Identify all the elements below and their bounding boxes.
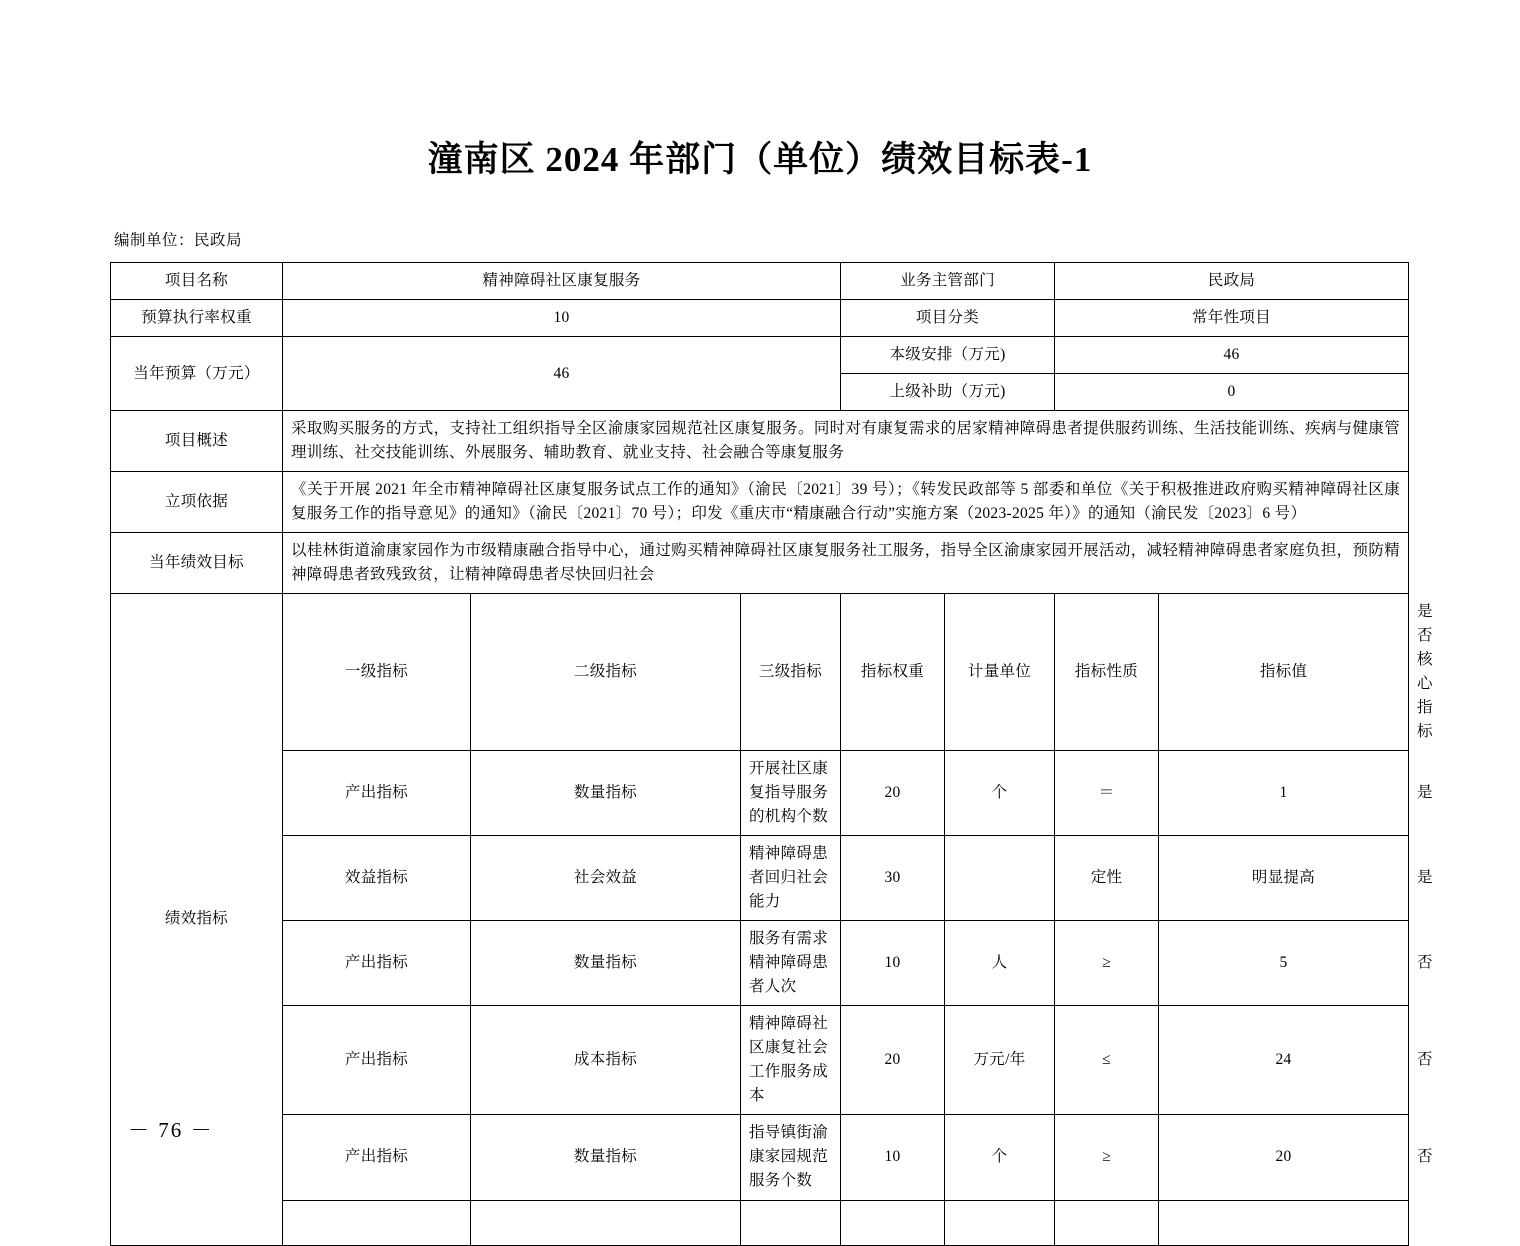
indicator-value: 24 <box>1159 1006 1409 1115</box>
indicator-value: 20 <box>1159 1115 1409 1200</box>
indicator-value: 明显提高 <box>1159 836 1409 921</box>
compiler-unit: 编制单位：民政局 <box>114 232 243 249</box>
table-row <box>111 1200 1409 1245</box>
overview-value: 采取购买服务的方式，支持社工组织指导全区渝康家园规范社区康复服务。同时对有康复需求的居家精神障碍患者提供服药训练、生活技能训练、疾病与健康管理训练、社交技能训练、外展服务、辅助教育、就业支持、社会融合等康复服务 <box>283 411 1409 472</box>
header-nature: 指标性质 <box>1055 594 1159 751</box>
table-row <box>111 472 1409 533</box>
overview-label: 项目概述 <box>111 411 283 472</box>
indicator-level2: 社会效益 <box>471 836 741 921</box>
performance-goal-table <box>110 262 1433 1246</box>
header-unit: 计量单位 <box>945 594 1055 751</box>
local-arrangement-value: 46 <box>1055 337 1409 374</box>
indicator-nature: 定性 <box>1055 836 1159 921</box>
table-row: 产出指标 数量指标 开展社区康复指导服务的机构个数 20 个 ＝ 1 是 <box>111 751 1409 836</box>
table-row: 产出指标 数量指标 服务有需求精神障碍患者人次 10 人 ≥ 5 否 <box>111 921 1409 1006</box>
project-type-label: 项目分类 <box>841 300 1055 337</box>
table-row <box>111 533 1409 594</box>
project-name-label: 项目名称 <box>111 263 283 300</box>
page-number: － 76 － <box>128 1118 214 1142</box>
indicator-unit: 个 <box>945 751 1055 836</box>
indicator-level2 <box>471 1200 741 1245</box>
indicator-level1: 效益指标 <box>283 836 471 921</box>
indicator-level1: 产出指标 <box>283 1006 471 1115</box>
table-row <box>111 411 1409 472</box>
basis-value: 《关于开展 2021 年全市精神障碍社区康复服务试点工作的通知》（渝民〔2021〕39 号）；《转发民政部等 5 部委和单位《关于积极推进政府购买精神障碍社区康复服务工作的指导意见》的通知》（渝民〔2021〕70 号）；印发《重庆市“精康融合行动”实施方案（2023-2025 年）》的通知（渝民发〔2023〕6 号） <box>283 472 1409 533</box>
annual-goal-value: 以桂林街道渝康家园作为市级精康融合指导中心，通过购买精神障碍社区康复服务社工服务，指导全区渝康家园开展活动，减轻精神障碍患者家庭负担，预防精神障碍患者致残致贫，让精神障碍患者尽快回归社会 <box>283 533 1409 594</box>
header-level3: 三级指标 <box>741 594 841 751</box>
document-page <box>0 132 1520 1206</box>
indicator-level1: 产出指标 <box>283 921 471 1006</box>
indicator-level1: 产出指标 <box>283 1115 471 1200</box>
project-name-value: 精神障碍社区康复服务 <box>283 263 841 300</box>
indicator-level3: 精神障碍患者回归社会能力 <box>741 836 841 921</box>
indicator-unit: 万元/年 <box>945 1006 1055 1115</box>
indicator-weight: 20 <box>841 1006 945 1115</box>
header-level2: 二级指标 <box>471 594 741 751</box>
indicator-weight <box>841 1200 945 1245</box>
indicator-unit: 人 <box>945 921 1055 1006</box>
indicator-level1: 产出指标 <box>283 751 471 836</box>
indicator-nature <box>1055 1200 1159 1245</box>
indicator-nature: ＝ <box>1055 751 1159 836</box>
year-budget-label: 当年预算（万元） <box>111 337 283 411</box>
table-row <box>111 337 1409 374</box>
indicator-unit: 个 <box>945 1115 1055 1200</box>
indicator-level3: 开展社区康复指导服务的机构个数 <box>741 751 841 836</box>
indicator-level2: 数量指标 <box>471 1115 741 1200</box>
indicator-level3 <box>741 1200 841 1245</box>
indicator-unit <box>945 1200 1055 1245</box>
upper-subsidy-label: 上级补助（万元) <box>841 374 1055 411</box>
indicator-level3: 指导镇街渝康家园规范服务个数 <box>741 1115 841 1200</box>
indicator-unit <box>945 836 1055 921</box>
local-arrangement-label: 本级安排（万元) <box>841 337 1055 374</box>
page-title: 潼南区 2024 年部门（单位）绩效目标表-1 <box>427 140 1093 179</box>
indicator-value: 5 <box>1159 921 1409 1006</box>
header-weight: 指标权重 <box>841 594 945 751</box>
indicator-level2: 数量指标 <box>471 751 741 836</box>
authority-value: 民政局 <box>1055 263 1409 300</box>
indicator-nature: ≥ <box>1055 921 1159 1006</box>
indicator-value: 1 <box>1159 751 1409 836</box>
table-row: 产出指标 成本指标 精神障碍社区康复社会工作服务成本 20 万元/年 ≤ 24 否 <box>111 1006 1409 1115</box>
indicator-nature: ≥ <box>1055 1115 1159 1200</box>
annual-goal-label: 当年绩效目标 <box>111 533 283 594</box>
project-type-value: 常年性项目 <box>1055 300 1409 337</box>
basis-label: 立项依据 <box>111 472 283 533</box>
indicator-weight: 10 <box>841 921 945 1006</box>
indicator-weight: 10 <box>841 1115 945 1200</box>
header-value: 指标值 <box>1159 594 1409 751</box>
budget-exec-weight-label: 预算执行率权重 <box>111 300 283 337</box>
table-row: 效益指标 社会效益 精神障碍患者回归社会能力 30 定性 明显提高 是 <box>111 836 1409 921</box>
indicator-level3: 精神障碍社区康复社会工作服务成本 <box>741 1006 841 1115</box>
year-budget-value: 46 <box>283 337 841 411</box>
indicator-weight: 20 <box>841 751 945 836</box>
indicator-section-label: 绩效指标 <box>111 594 283 1245</box>
indicator-weight: 30 <box>841 836 945 921</box>
header-level1: 一级指标 <box>283 594 471 751</box>
table-row <box>111 300 1409 337</box>
indicator-level2: 成本指标 <box>471 1006 741 1115</box>
budget-exec-weight-value: 10 <box>283 300 841 337</box>
indicator-level3: 服务有需求精神障碍患者人次 <box>741 921 841 1006</box>
authority-label: 业务主管部门 <box>841 263 1055 300</box>
indicator-value <box>1159 1200 1409 1245</box>
table-row <box>111 263 1409 300</box>
upper-subsidy-value: 0 <box>1055 374 1409 411</box>
indicator-level1 <box>283 1200 471 1245</box>
indicator-nature: ≤ <box>1055 1006 1159 1115</box>
indicator-level2: 数量指标 <box>471 921 741 1006</box>
table-row: 产出指标 数量指标 指导镇街渝康家园规范服务个数 10 个 ≥ 20 否 <box>111 1115 1409 1200</box>
indicator-header-row: 绩效指标 一级指标 二级指标 三级指标 指标权重 计量单位 指标性质 指标值 是否核心指标 <box>111 594 1409 751</box>
